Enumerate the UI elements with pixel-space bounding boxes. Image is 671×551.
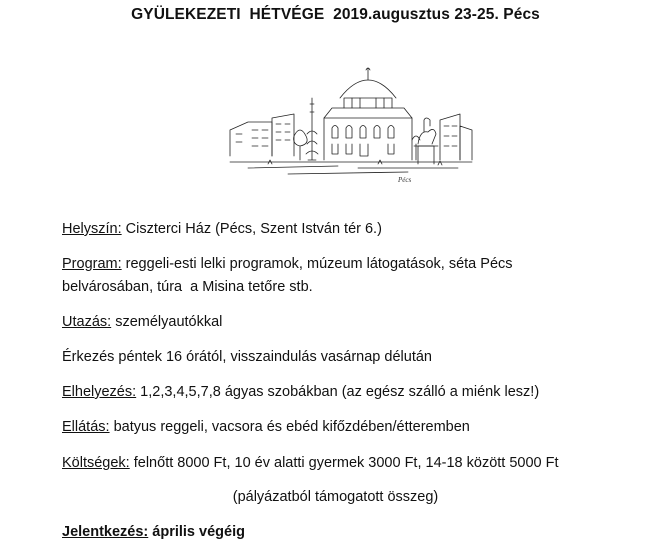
program-line (62, 256, 513, 272)
catering-line (62, 419, 470, 435)
registration-label: Jelentkezés: (62, 524, 149, 540)
accommodation-line (62, 384, 539, 400)
registration-line (62, 524, 245, 540)
sketch-signature: Pécs (398, 176, 412, 184)
venue-line (62, 221, 382, 237)
accommodation-value: 1,2,3,4,5,7,8 ágyas szobákban (az egész szálló a miénk lesz!) (136, 384, 540, 400)
page-title: GYÜLEKEZETI HÉTVÉGE 2019.augusztus 23-25. Pécs (131, 6, 540, 23)
pecs-square-sketch-icon (228, 64, 474, 188)
venue-label: Helyszín: (62, 221, 122, 237)
program-line-continued: belvárosában, túra a Misina tetőre stb. (62, 279, 313, 295)
costs-note: (pályázatból támogatott összeg) (232, 489, 439, 505)
arrival-line: Érkezés péntek 16 órától, visszaindulás vasárnap délután (62, 349, 432, 365)
costs-line (62, 455, 559, 471)
venue-value: Ciszterci Ház (Pécs, Szent István tér 6.) (121, 221, 382, 237)
registration-value: április végéig (148, 524, 245, 540)
program-value: reggeli-esti lelki programok, múzeum látogatások, séta Pécs (121, 256, 513, 272)
travel-line (62, 314, 222, 330)
catering-label: Ellátás: (62, 419, 110, 435)
travel-label: Utazás: (62, 314, 112, 330)
travel-value: személyautókkal (111, 314, 223, 330)
catering-value: batyus reggeli, vacsora és ebéd kifőzdében/étteremben (109, 419, 470, 435)
costs-label: Költségek: (62, 455, 130, 471)
costs-value: felnőtt 8000 Ft, 10 év alatti gyermek 3000 Ft, 14-18 között 5000 Ft (129, 455, 559, 471)
program-label: Program: (62, 256, 122, 272)
accommodation-label: Elhelyezés: (62, 384, 137, 400)
